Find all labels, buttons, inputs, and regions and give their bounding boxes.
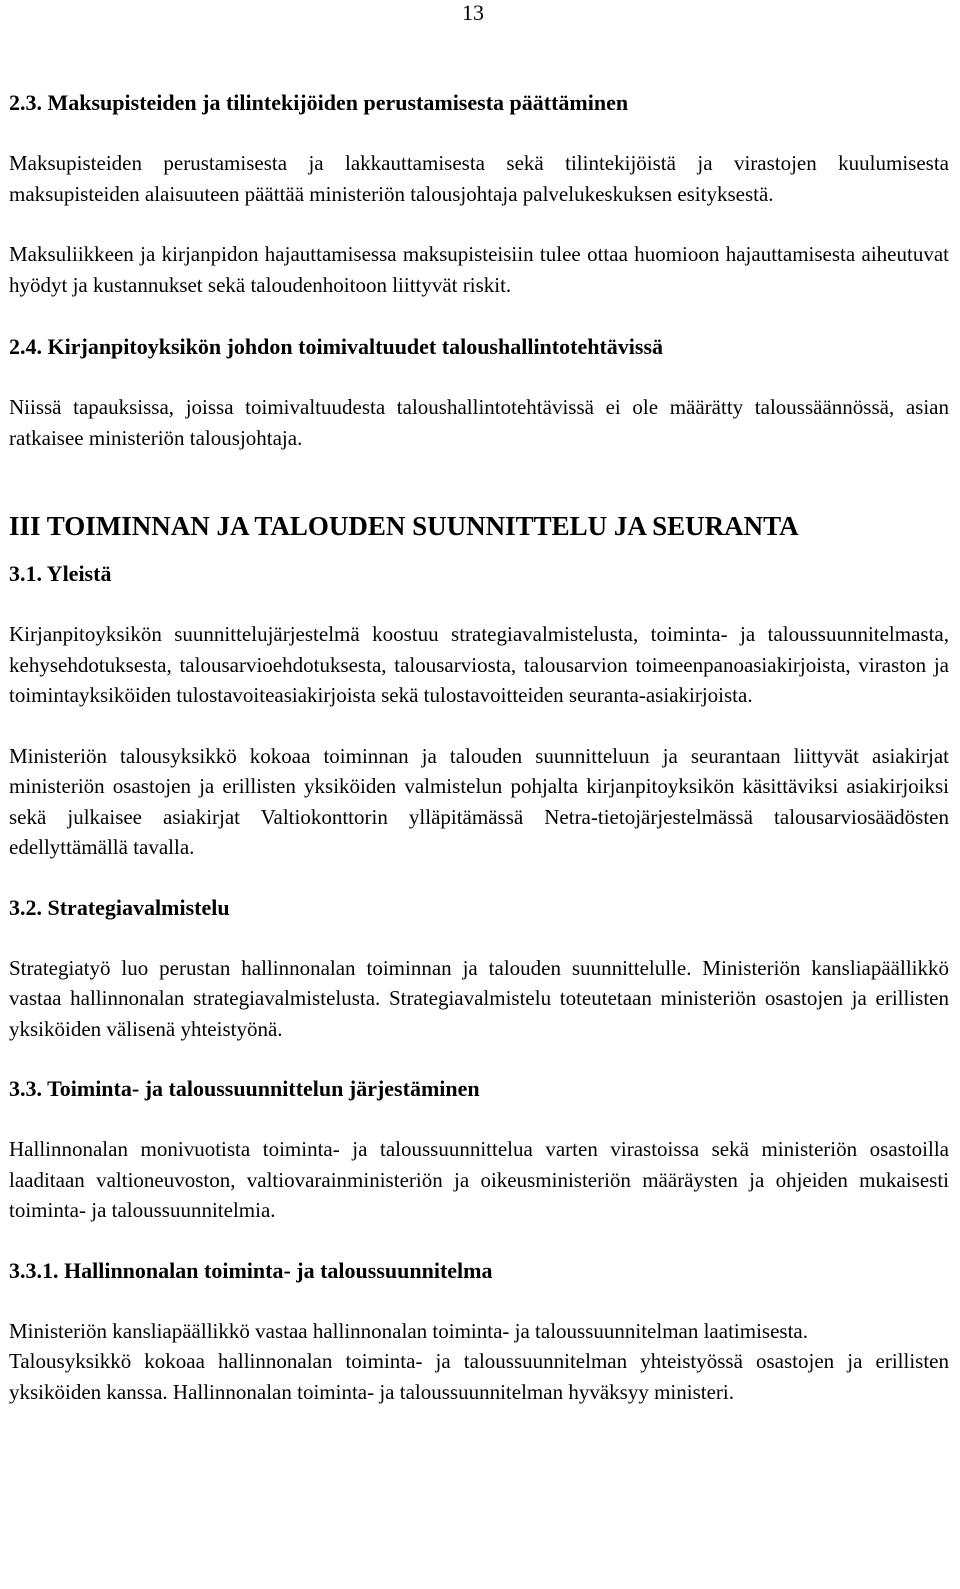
section-heading-3-3-1: 3.3.1. Hallinnonalan toiminta- ja taloussuunnitelma: [9, 1257, 493, 1283]
section-heading-3-1: 3.1. Yleistä: [9, 561, 112, 586]
paragraph: Niissä tapauksissa, joissa toimivaltuudesta taloushallintotehtävissä ei ole määrätty taloussäännössä, asian ratkaisee ministeriön talousjohtaja.: [9, 395, 949, 450]
chapter-heading-iii: III TOIMINNAN JA TALOUDEN SUUNNITTELU JA SEURANTA: [9, 511, 799, 541]
section-heading-3-3: 3.3. Toiminta- ja taloussuunnittelun järjestäminen: [9, 1076, 480, 1101]
section-heading-3-2: 3.2. Strategiavalmistelu: [9, 894, 230, 920]
paragraph: Talousyksikkö kokoaa hallinnonalan toiminta- ja taloussuunnitelman yhteistyössä osastojen ja erillisten yksiköiden kanssa. Hallinnonalan toiminta- ja taloussuunnitelman hyväksyy ministeri.: [9, 1349, 949, 1404]
page-number: 13: [462, 0, 484, 25]
paragraph: Maksupisteiden perustamisesta ja lakkauttamisesta sekä tilintekijöistä ja virastojen kuulumisesta maksupisteiden alaisuuteen päättää ministeriön talousjohtaja palvelukeskuksen esityksestä.: [9, 151, 949, 206]
paragraph: Ministeriön kansliapäällikkö vastaa hallinnonalan toiminta- ja taloussuunnitelman laatimisesta.: [9, 1318, 808, 1343]
paragraph: Ministeriön talousyksikkö kokoaa toiminnan ja talouden suunnitteluun ja seurantaan liittyvät asiakirjat ministeriön osastojen ja erillisten yksiköiden valmistelun pohjalta kirjanpitoyksikön käsittäviksi asiakirjoiksi sekä julkaisee asiakirjat Valtiokonttorin ylläpitämässä Netra-tietojärjestelmässä talousarviosäädösten edellyttämällä tavalla.: [9, 743, 949, 859]
section-heading-2-3: 2.3. Maksupisteiden ja tilintekijöiden perustamisesta päättäminen: [9, 90, 629, 115]
paragraph: Hallinnonalan monivuotista toiminta- ja taloussuunnittelua varten virastoissa sekä ministeriön osastoilla laaditaan valtioneuvoston, valtiovarainministeriön ja oikeusministeriön määräysten ja ohjeiden mukaisesti toiminta- ja taloussuunnitelmia.: [9, 1137, 949, 1222]
paragraph: Strategiatyö luo perustan hallinnonalan toiminnan ja talouden suunnittelulle. Ministeriön kansliapäällikkö vastaa hallinnonalan strategiavalmistelusta. Strategiavalmistelu toteutetaan ministeriön osastojen ja erillisten yksiköiden välisenä yhteistyönä.: [9, 955, 949, 1041]
paragraph: Maksuliikkeen ja kirjanpidon hajauttamisessa maksupisteisiin tulee ottaa huomioon hajauttamisesta aiheutuvat hyödyt ja kustannukset sekä taloudenhoitoon liittyvät riskit.: [9, 242, 949, 297]
document-body: [9, 88, 949, 1407]
paragraph: Kirjanpitoyksikön suunnittelujärjestelmä koostuu strategiavalmistelusta, toiminta- ja taloussuunnitelmasta, kehysehdotuksesta, talousarvioehdotuksesta, talousarviosta, talousarvion toimeenpanoasiakirjoista, viraston ja toimintayksiköiden tulostavoiteasiakirjoista sekä tulostavoitteiden seuranta-asiakirjoista.: [9, 622, 949, 707]
section-heading-2-4: 2.4. Kirjanpitoyksikön johdon toimivaltuudet taloushallintotehtävissä: [9, 334, 664, 359]
